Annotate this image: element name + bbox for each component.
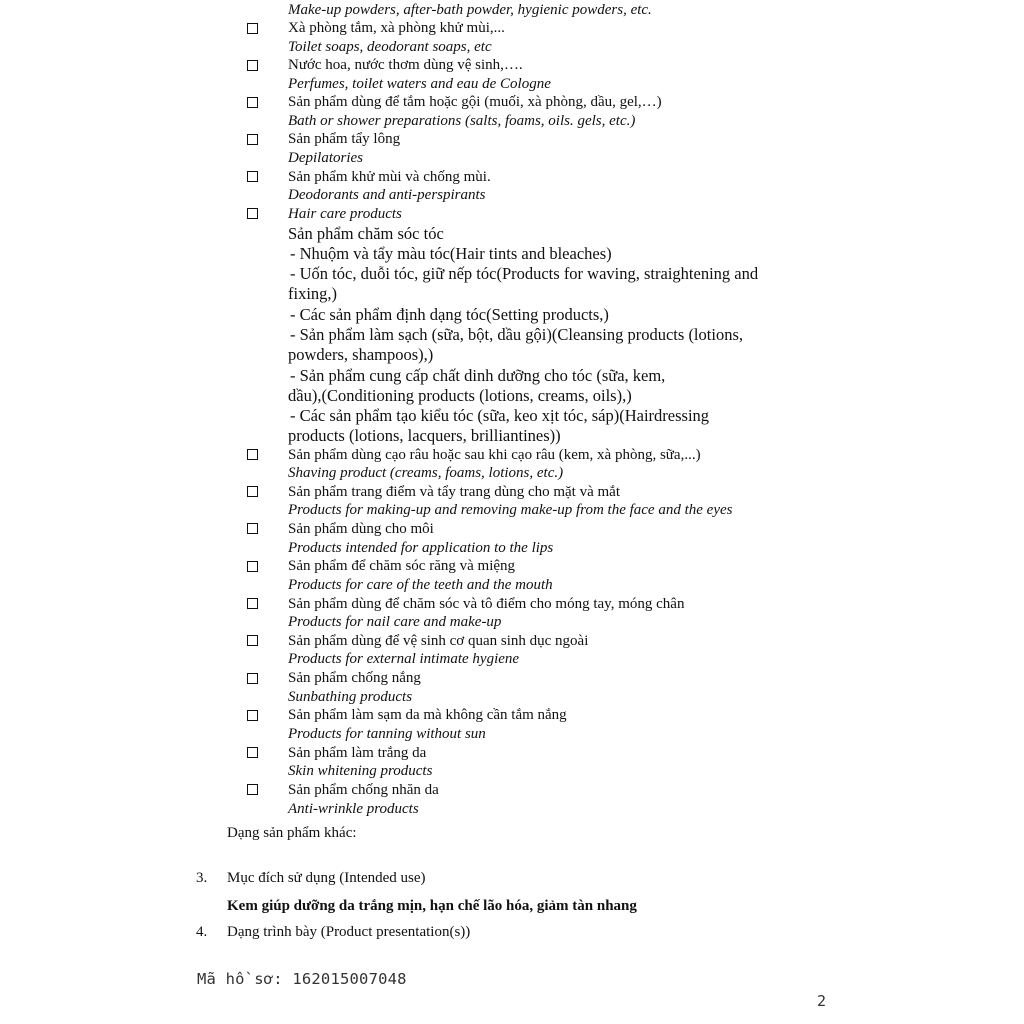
hair-care-line: - Nhuộm và tẩy màu tóc(Hair tints and bleaches): [290, 244, 612, 263]
item-en: Skin whitening products: [288, 763, 433, 779]
section4-number: 4.: [196, 924, 208, 940]
checkbox-sunbathing[interactable]: [247, 673, 258, 684]
item-vi: Sản phẩm dùng để chăm sóc và tô điểm cho móng tay, móng chân: [288, 596, 685, 612]
checkbox-teeth[interactable]: [247, 561, 258, 572]
checkbox-whitening[interactable]: [247, 747, 258, 758]
checkbox-anti-wrinkle[interactable]: [247, 784, 258, 795]
hair-care-en: Hair care products: [288, 206, 402, 222]
hair-care-line: fixing,): [288, 284, 338, 303]
item-en: Toilet soaps, deodorant soaps, etc: [288, 39, 492, 55]
item-en: Products for care of the teeth and the mouth: [288, 577, 553, 593]
item-en: Shaving product (creams, foams, lotions, etc.): [288, 465, 564, 481]
item-vi: Sản phẩm dùng cho môi: [288, 521, 434, 537]
checkbox-perfumes[interactable]: [247, 60, 258, 71]
section4-title: Dạng trình bày (Product presentation(s)): [227, 924, 471, 940]
item-en: Depilatories: [288, 150, 363, 166]
section3-title: Mục đích sử dụng (Intended use): [227, 870, 426, 886]
checkbox-makeup[interactable]: [247, 486, 258, 497]
item-en: Products for external intimate hygiene: [288, 651, 520, 667]
checkbox-intimate[interactable]: [247, 635, 258, 646]
top-line-en: Make-up powders, after-bath powder, hygienic powders, etc.: [288, 2, 652, 18]
item-vi: Sản phẩm tẩy lông: [288, 131, 401, 147]
hair-care-line: dầu),(Conditioning products (lotions, creams, oils),): [288, 386, 632, 405]
item-vi: Sản phẩm trang điểm và tẩy trang dùng cho mặt và mắt: [288, 484, 620, 500]
hair-care-line: - Uốn tóc, duỗi tóc, giữ nếp tóc(Products for waving, straightening and: [290, 264, 759, 283]
section3-number: 3.: [196, 870, 208, 886]
item-en: Anti-wrinkle products: [288, 801, 419, 817]
hair-care-line: - Sản phẩm làm sạch (sữa, bột, dầu gội)(Cleansing products (lotions,: [290, 325, 743, 344]
item-en: Bath or shower preparations (salts, foams, oils. gels, etc.): [288, 113, 636, 129]
checkbox-deodorants[interactable]: [247, 171, 258, 182]
item-en: Products intended for application to the lips: [288, 540, 554, 556]
hair-care-line: - Các sản phẩm định dạng tóc(Setting products,): [290, 305, 609, 324]
item-en: Perfumes, toilet waters and eau de Cologne: [288, 76, 551, 92]
item-vi: Sản phẩm để chăm sóc răng và miệng: [288, 558, 516, 574]
other-forms-label: Dạng sản phẩm khác:: [227, 825, 357, 841]
page-number: 2: [817, 992, 827, 1010]
dossier-code: Mã hồ sơ: 162015007048: [197, 970, 407, 988]
item-vi: Sản phẩm làm trắng da: [288, 745, 427, 761]
section3-value: Kem giúp dưỡng da trắng mịn, hạn chế lão hóa, giảm tàn nhang: [227, 898, 637, 914]
hair-care-line: powders, shampoos),): [288, 345, 434, 364]
item-vi: Nước hoa, nước thơm dùng vệ sinh,….: [288, 57, 523, 73]
item-vi: Sản phẩm chống nắng: [288, 670, 421, 686]
hair-care-line: Sản phẩm chăm sóc tóc: [288, 224, 444, 243]
item-vi: Sản phẩm dùng cạo râu hoặc sau khi cạo râu (kem, xà phòng, sữa,...): [288, 447, 701, 463]
checkbox-tanning[interactable]: [247, 710, 258, 721]
item-vi: Sản phẩm khử mùi và chống mùi.: [288, 169, 491, 185]
item-en: Sunbathing products: [288, 689, 413, 705]
item-en: Deodorants and anti-perspirants: [288, 187, 486, 203]
item-vi: Xà phòng tắm, xà phòng khử mùi,...: [288, 20, 505, 36]
checkbox-nails[interactable]: [247, 598, 258, 609]
checkbox-shaving[interactable]: [247, 449, 258, 460]
checkbox-hair-care[interactable]: [247, 208, 258, 219]
hair-care-line: - Sản phẩm cung cấp chất dinh dưỡng cho tóc (sữa, kem,: [290, 366, 666, 385]
item-vi: Sản phẩm dùng để tắm hoặc gội (muối, xà phòng, dầu, gel,…): [288, 94, 662, 110]
item-en: Products for nail care and make-up: [288, 614, 502, 630]
hair-care-line: - Các sản phẩm tạo kiểu tóc (sữa, keo xịt tóc, sáp)(Hairdressing: [290, 406, 710, 425]
item-en: Products for making-up and removing make-up from the face and the eyes: [288, 502, 733, 518]
item-en: Products for tanning without sun: [288, 726, 486, 742]
checkbox-bath[interactable]: [247, 97, 258, 108]
hair-care-line: products (lotions, lacquers, brilliantines)): [288, 426, 561, 445]
checkbox-depilatories[interactable]: [247, 134, 258, 145]
item-vi: Sản phẩm chống nhăn da: [288, 782, 439, 798]
checkbox-lips[interactable]: [247, 523, 258, 534]
item-vi: Sản phẩm dùng để vệ sinh cơ quan sinh dục ngoài: [288, 633, 589, 649]
item-vi: Sản phẩm làm sạm da mà không cần tắm nắng: [288, 707, 567, 723]
checkbox-soaps[interactable]: [247, 23, 258, 34]
